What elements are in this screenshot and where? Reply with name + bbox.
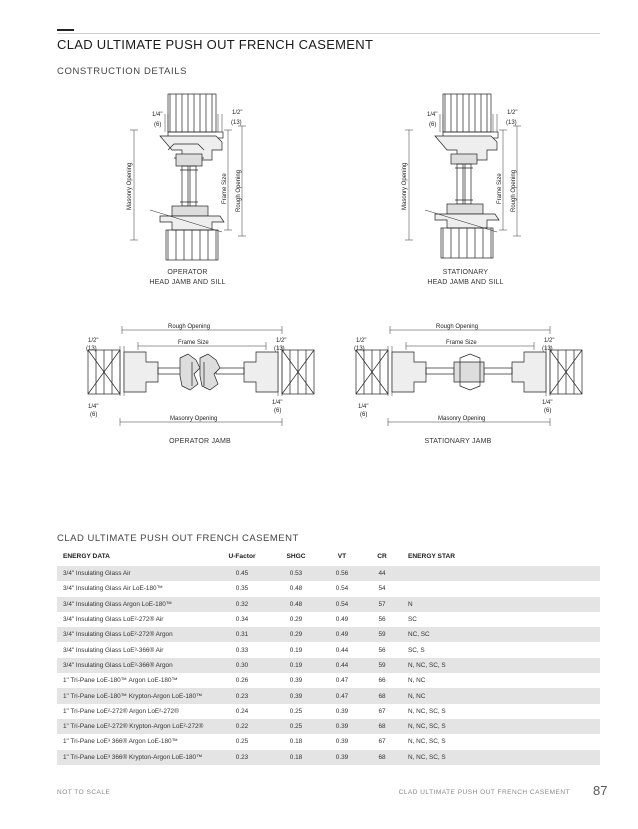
energy-star-cell: [400, 581, 600, 596]
dim-label-right: 1/2": [507, 110, 518, 116]
glass-type-cell: 3/4" Insulating Glass Argon LoE-180™: [57, 597, 212, 612]
dim-label-right-mm: (13): [231, 120, 242, 126]
shgc-cell: 0.25: [289, 707, 303, 715]
vt-cell: 0.49: [335, 616, 349, 624]
shgc-cell: 0.39: [289, 677, 303, 685]
energy-star-cell: N, NC, SC, S: [408, 707, 446, 715]
label-frame-size: Frame Size: [497, 173, 503, 204]
energy-star-cell: N, NC, SC, S: [400, 750, 600, 765]
u-factor-cell: 0.35: [235, 585, 249, 593]
dim-top-left-mm: (13): [354, 346, 365, 352]
dim-top-left: 1/2": [88, 338, 99, 344]
vt-cell: 0.44: [320, 658, 364, 673]
operator-head-caption: [130, 268, 245, 288]
energy-star-cell: N, NC, SC, S: [400, 719, 600, 734]
vt-cell: 0.47: [335, 677, 349, 685]
cr-cell: 67: [378, 738, 386, 746]
label-masonry-opening: Masonry Opening: [438, 416, 486, 422]
dim-bot-right: 1/4": [272, 400, 283, 406]
cr-cell: 68: [364, 719, 400, 734]
u-factor-cell: 0.31: [212, 627, 272, 642]
energy-table-title: CLAD ULTIMATE PUSH OUT FRENCH CASEMENT: [57, 533, 299, 544]
table-row: [57, 719, 600, 734]
glass-type-cell: 1" Tri-Pane LoE²-272® Argon LoE²-272®: [63, 707, 179, 715]
dim-top-right-mm: (13): [542, 346, 553, 352]
cr-cell: 67: [378, 707, 386, 715]
dim-top-right: 1/2": [276, 338, 287, 344]
table-row: [57, 597, 600, 612]
u-factor-cell: 0.30: [212, 658, 272, 673]
cr-cell: 59: [364, 658, 400, 673]
dim-bot-right: 1/4": [542, 400, 553, 406]
shgc-cell: 0.19: [289, 646, 303, 654]
label-masonry-opening: Masonry Opening: [402, 162, 408, 210]
energy-star-cell: N, NC, SC, S: [400, 658, 600, 673]
cr-cell: 68: [364, 688, 400, 703]
cr-cell: 59: [364, 627, 400, 642]
col-header-energy-star: ENERGY STAR: [408, 553, 456, 560]
table-header-row: [57, 547, 600, 566]
u-factor-cell: 0.26: [235, 677, 249, 685]
energy-star-cell: N: [400, 597, 600, 612]
col-header-shgc: SHGC: [286, 553, 306, 560]
dim-top-left: 1/2": [356, 338, 367, 344]
dim-bot-left: 1/4": [358, 404, 369, 410]
caption-line-2: HEAD JAMB AND SILL: [149, 279, 226, 286]
u-factor-cell: 0.23: [212, 688, 272, 703]
energy-star-cell: SC: [408, 616, 417, 624]
cr-cell: 44: [364, 566, 400, 581]
dim-bot-left-mm: (6): [360, 412, 368, 418]
vt-cell: 0.56: [320, 566, 364, 581]
dim-bot-right-mm: (6): [544, 408, 552, 414]
stationary-jamb-caption: STATIONARY JAMB: [424, 438, 492, 445]
vt-cell: 0.39: [335, 707, 349, 715]
vt-cell: 0.47: [320, 688, 364, 703]
vt-cell: 0.39: [335, 738, 349, 746]
u-factor-cell: 0.24: [235, 707, 249, 715]
glass-type-cell: 3/4" Insulating Glass Air LoE-180™: [63, 585, 163, 593]
page-number: 87: [593, 783, 608, 798]
col-header-vt: VT: [337, 553, 347, 560]
dim-label-left: 1/4": [427, 112, 438, 118]
section-subtitle: CONSTRUCTION DETAILS: [57, 66, 188, 77]
glass-type-cell: 1" Tri-Pane LoE-180™ Argon LoE-180™: [63, 677, 178, 685]
dim-top-right: 1/2": [544, 338, 555, 344]
energy-star-cell: SC, S: [408, 646, 425, 654]
shgc-cell: 0.53: [272, 566, 320, 581]
cr-cell: 56: [378, 646, 386, 654]
glass-type-cell: 1" Tri-Pane LoE-180™ Krypton-Argon LoE-180™: [57, 688, 212, 703]
header-rule: [57, 33, 600, 34]
label-frame-size: Frame Size: [222, 173, 228, 204]
shgc-cell: 0.19: [272, 658, 320, 673]
table-row: [57, 734, 600, 749]
label-rough-opening: Rough Opening: [236, 169, 242, 212]
energy-table-section: [57, 533, 602, 765]
dim-top-left-mm: (13): [86, 346, 97, 352]
glass-type-cell: 1" Tri-Pane LoE³ 366® Argon LoE-180™: [63, 738, 178, 746]
footer-scale-note: NOT TO SCALE: [57, 789, 111, 796]
shgc-cell: 0.48: [272, 597, 320, 612]
table-row: [57, 581, 600, 596]
stationary-head-detail: [385, 92, 555, 264]
table-row: [57, 673, 600, 688]
shgc-cell: 0.18: [289, 738, 303, 746]
glass-type-cell: 3/4" Insulating Glass Air: [57, 566, 212, 581]
u-factor-cell: 0.22: [212, 719, 272, 734]
shgc-cell: 0.29: [289, 616, 303, 624]
cr-cell: 57: [364, 597, 400, 612]
table-row: [57, 612, 600, 627]
label-rough-opening: Rough Opening: [511, 169, 517, 212]
energy-star-cell: N, NC: [400, 688, 600, 703]
energy-star-cell: N, NC: [408, 677, 426, 685]
u-factor-cell: 0.32: [212, 597, 272, 612]
table-row: [57, 642, 600, 657]
energy-star-cell: NC, SC: [400, 627, 600, 642]
operator-jamb-caption: OPERATOR JAMB: [169, 438, 231, 445]
u-factor-cell: 0.33: [235, 646, 249, 654]
u-factor-cell: 0.23: [212, 750, 272, 765]
vt-cell: 0.39: [320, 719, 364, 734]
vt-cell: 0.39: [320, 750, 364, 765]
shgc-cell: 0.29: [272, 627, 320, 642]
energy-star-cell: N, NC, SC, S: [408, 738, 446, 746]
stationary-jamb-detail: [348, 322, 588, 434]
cr-cell: 66: [378, 677, 386, 685]
vt-cell: 0.49: [320, 627, 364, 642]
glass-type-cell: 3/4" Insulating Glass LoE³-366® Argon: [57, 658, 212, 673]
table-row: [57, 688, 600, 703]
col-header-energy-data: ENERGY DATA: [63, 553, 110, 560]
dim-label-left-mm: (6): [429, 122, 437, 128]
col-header-cr: CR: [377, 553, 387, 560]
glass-type-cell: 1" Tri-Pane LoE³ 366® Krypton-Argon LoE-180™: [57, 750, 212, 765]
table-row: [57, 627, 600, 642]
energy-data-table: [57, 547, 600, 765]
caption-line-1: STATIONARY: [442, 269, 489, 276]
u-factor-cell: 0.25: [235, 738, 249, 746]
caption-line-1: OPERATOR: [167, 269, 208, 276]
shgc-cell: 0.48: [289, 585, 303, 593]
vt-cell: 0.44: [335, 646, 349, 654]
dim-bot-left-mm: (6): [90, 412, 98, 418]
caption-line-2: HEAD JAMB AND SILL: [427, 279, 504, 286]
label-rough-opening: Rough Opening: [168, 324, 211, 330]
cr-cell: 68: [364, 750, 400, 765]
dim-label-right-mm: (13): [506, 120, 517, 126]
shgc-cell: 0.18: [272, 750, 320, 765]
u-factor-cell: 0.45: [212, 566, 272, 581]
header-accent-bar: [57, 29, 74, 31]
glass-type-cell: 1" Tri-Pane LoE²-272® Krypton-Argon LoE²-272®: [57, 719, 212, 734]
table-row: [57, 658, 600, 673]
label-frame-size: Frame Size: [446, 340, 477, 346]
dim-label-right: 1/2": [232, 110, 243, 116]
table-row: [57, 566, 600, 581]
shgc-cell: 0.39: [272, 688, 320, 703]
operator-jamb-detail: [80, 322, 320, 434]
dim-bot-left: 1/4": [88, 404, 99, 410]
label-masonry-opening: Masonry Opening: [170, 416, 218, 422]
label-frame-size: Frame Size: [178, 340, 209, 346]
dim-bot-right-mm: (6): [274, 408, 282, 414]
cr-cell: 54: [378, 585, 386, 593]
label-rough-opening: Rough Opening: [436, 324, 479, 330]
page-title: CLAD ULTIMATE PUSH OUT FRENCH CASEMENT: [57, 37, 374, 52]
u-factor-cell: 0.34: [235, 616, 249, 624]
glass-type-cell: 3/4" Insulating Glass LoE³-366® Air: [63, 646, 164, 654]
dim-label-left: 1/4": [152, 112, 163, 118]
label-masonry-opening: Masonry Opening: [127, 162, 133, 210]
shgc-cell: 0.25: [272, 719, 320, 734]
glass-type-cell: 3/4" Insulating Glass LoE²-272® Argon: [57, 627, 212, 642]
col-header-u-factor: U-Factor: [228, 553, 256, 560]
cr-cell: 56: [378, 616, 386, 624]
dim-label-left-mm: (6): [154, 122, 162, 128]
table-row: [57, 704, 600, 719]
vt-cell: 0.54: [335, 585, 349, 593]
energy-star-cell: [400, 566, 600, 581]
dim-top-right-mm: (13): [274, 346, 285, 352]
stationary-head-caption: [408, 268, 523, 288]
glass-type-cell: 3/4" Insulating Glass LoE²-272® Air: [63, 616, 164, 624]
footer-product-name: CLAD ULTIMATE PUSH OUT FRENCH CASEMENT: [398, 789, 570, 796]
table-row: [57, 750, 600, 765]
operator-head-detail: [110, 92, 280, 264]
vt-cell: 0.54: [320, 597, 364, 612]
